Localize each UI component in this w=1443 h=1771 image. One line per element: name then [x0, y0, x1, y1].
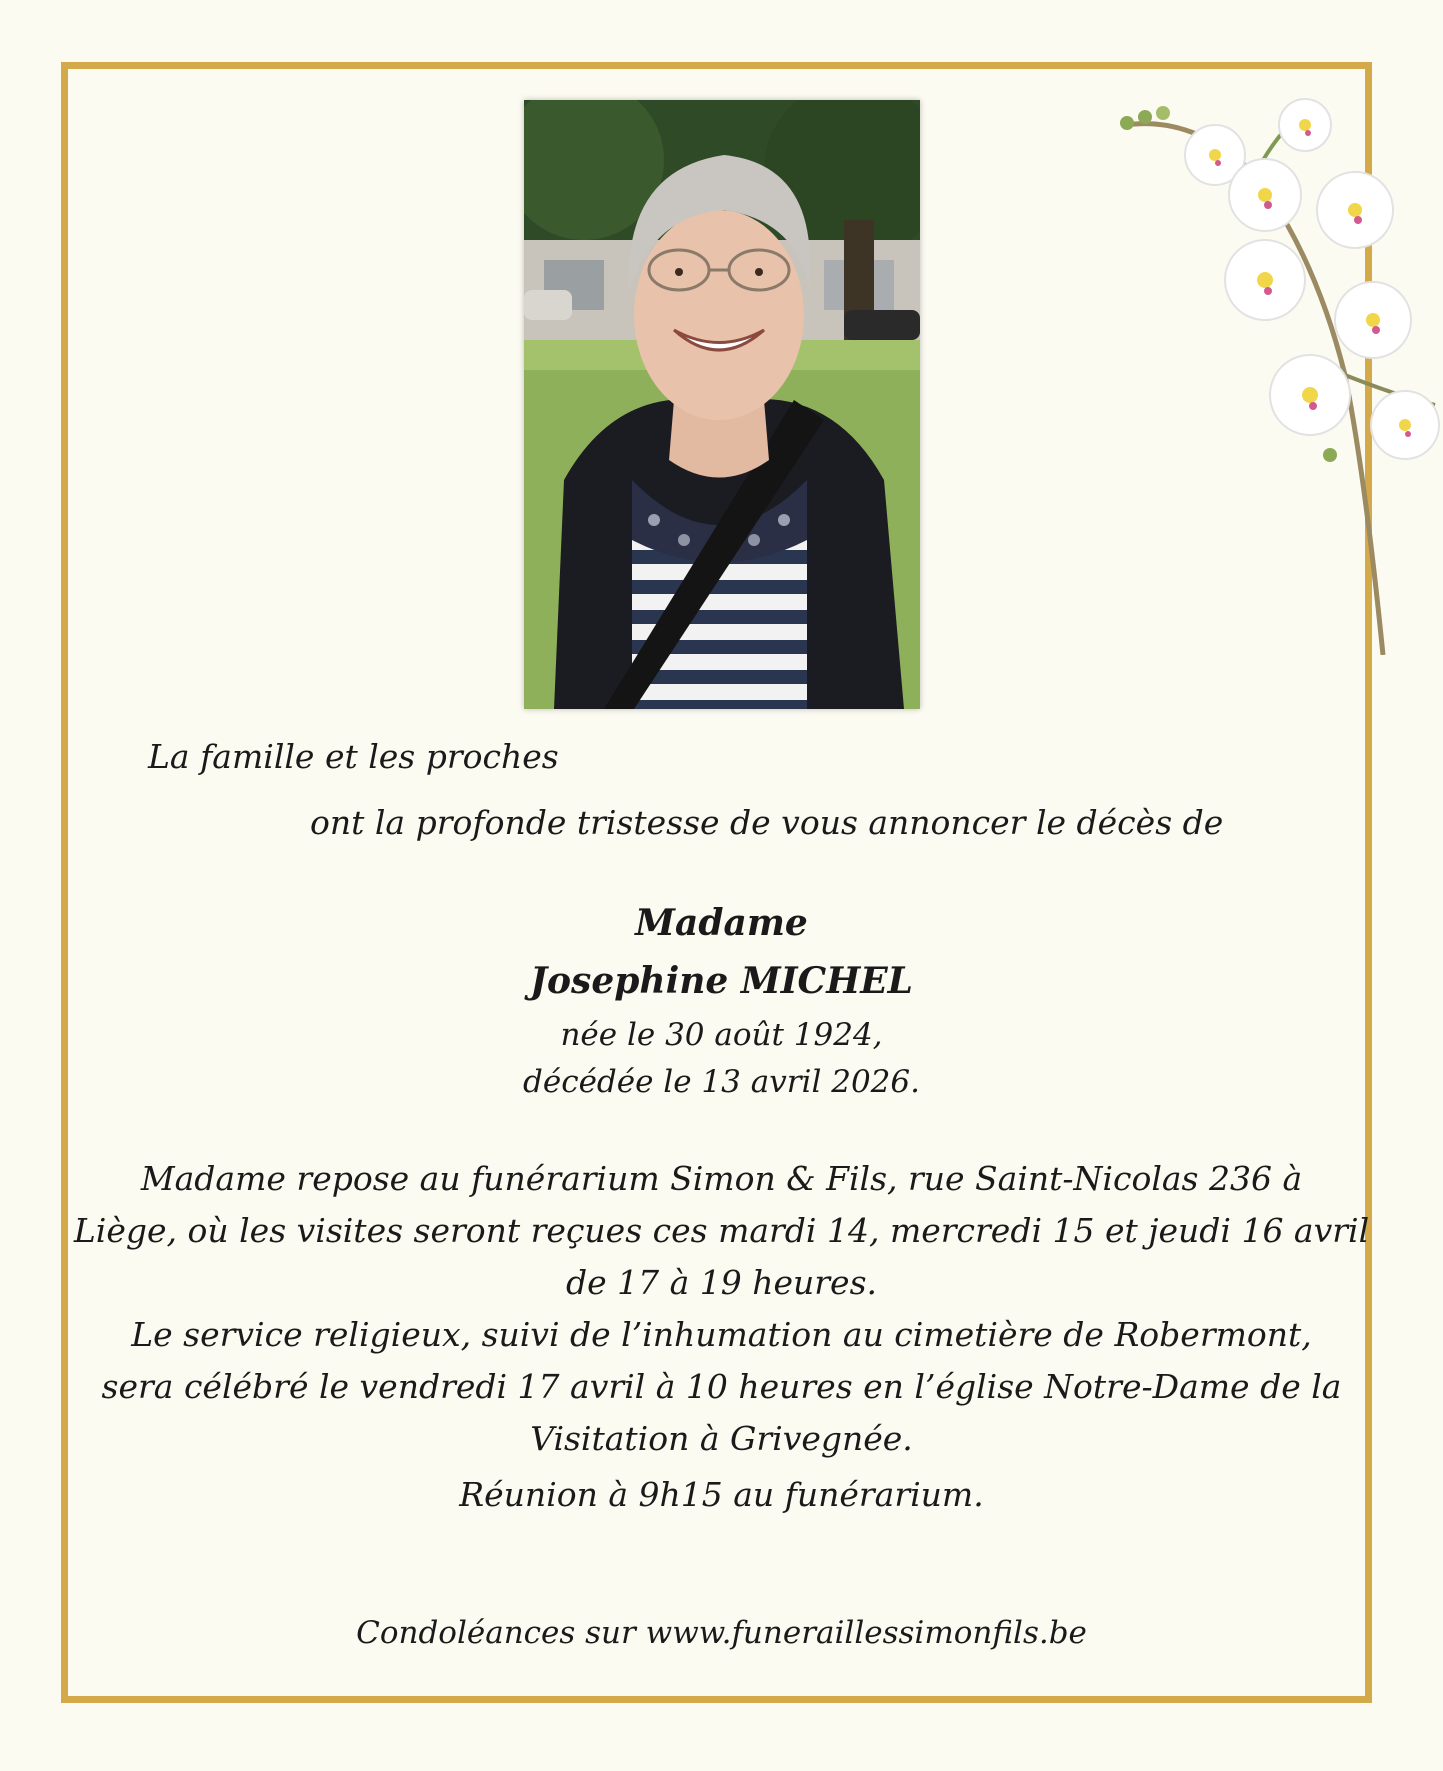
details-line-6: Visitation à Grivegnée. — [530, 1419, 913, 1458]
condolences-line: Condoléances sur www.funeraillessimonfils.be — [356, 1615, 1087, 1651]
deceased-name: Josephine MICHEL — [530, 960, 913, 1002]
details-line-4: Le service religieux, suivi de l’inhumation au cimetière de Robermont, — [131, 1315, 1312, 1354]
death-date: décédée le 13 avril 2026. — [523, 1064, 920, 1100]
details-line-7: Réunion à 9h15 au funérarium. — [459, 1475, 984, 1514]
details-line-3: de 17 à 19 heures. — [565, 1263, 878, 1302]
details-line-1: Madame repose au funérarium Simon & Fils, rue Saint-Nicolas 236 à — [140, 1159, 1303, 1198]
orchid-decoration — [1115, 95, 1443, 655]
details-line-5: sera célébré le vendredi 17 avril à 10 heures en l’église Notre-Dame de la — [101, 1367, 1342, 1406]
intro-line-1: La famille et les proches — [148, 737, 559, 776]
details-line-2: Liège, où les visites seront reçues ces mardi 14, mercredi 15 et jeudi 16 avril — [73, 1211, 1370, 1250]
portrait-photo — [524, 100, 920, 709]
deceased-title: Madame — [635, 902, 808, 944]
intro-line-2: ont la profonde tristesse de vous annoncer le décès de — [310, 803, 1224, 842]
birth-date: née le 30 août 1924, — [560, 1017, 883, 1053]
